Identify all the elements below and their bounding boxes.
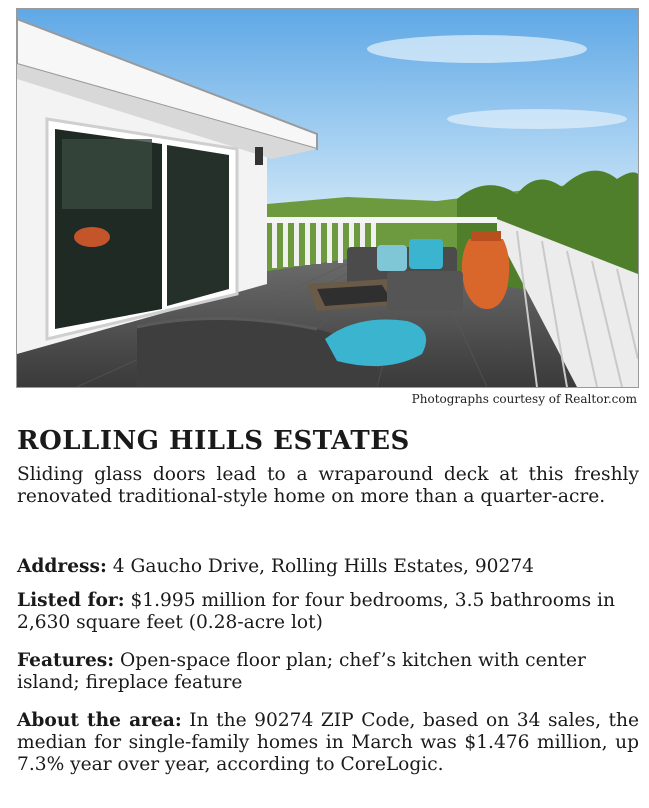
area-label: About the area:	[17, 710, 182, 731]
door-reflection	[62, 139, 152, 209]
features-label: Features:	[17, 650, 115, 671]
railing-top	[267, 217, 497, 223]
wall-lamp	[255, 147, 263, 165]
listed-label: Listed for:	[17, 590, 125, 611]
pillow	[409, 239, 443, 269]
headline: ROLLING HILLS ESTATES	[17, 426, 410, 456]
cloud	[447, 109, 627, 129]
address-label: Address:	[17, 556, 107, 577]
address-value: 4 Gaucho Drive, Rolling Hills Estates, 90274	[106, 556, 534, 577]
house-deck-photo	[16, 8, 639, 388]
features-value: Open-space floor plan; chef’s kitchen with center island; fireplace feature	[17, 650, 586, 693]
listed-value: $1.995 million for four bedrooms, 3.5 bathrooms in 2,630 square feet (0.28-acre lot)	[17, 590, 615, 633]
address-paragraph	[17, 556, 639, 578]
wicker-chair	[387, 271, 463, 311]
pillow	[377, 245, 407, 271]
area-value: In the 90274 ZIP Code, based on 34 sales, the median for single-family homes in March was $1.476 million, up 7.3% year over year, according to CoreLogic.	[17, 710, 640, 775]
lead-paragraph: Sliding glass doors lead to a wraparound deck at this freshly renovated traditional-style home on more than a quarter-acre.	[17, 464, 639, 507]
door-reflection-urn	[74, 227, 110, 247]
photo-credit: Photographs courtesy of Realtor.com	[411, 392, 637, 406]
cloud	[367, 35, 587, 63]
features-paragraph	[17, 650, 639, 694]
listed-paragraph	[17, 590, 639, 634]
area-paragraph	[17, 710, 639, 776]
deck-illustration	[17, 9, 638, 387]
door-glass-right	[167, 145, 229, 306]
